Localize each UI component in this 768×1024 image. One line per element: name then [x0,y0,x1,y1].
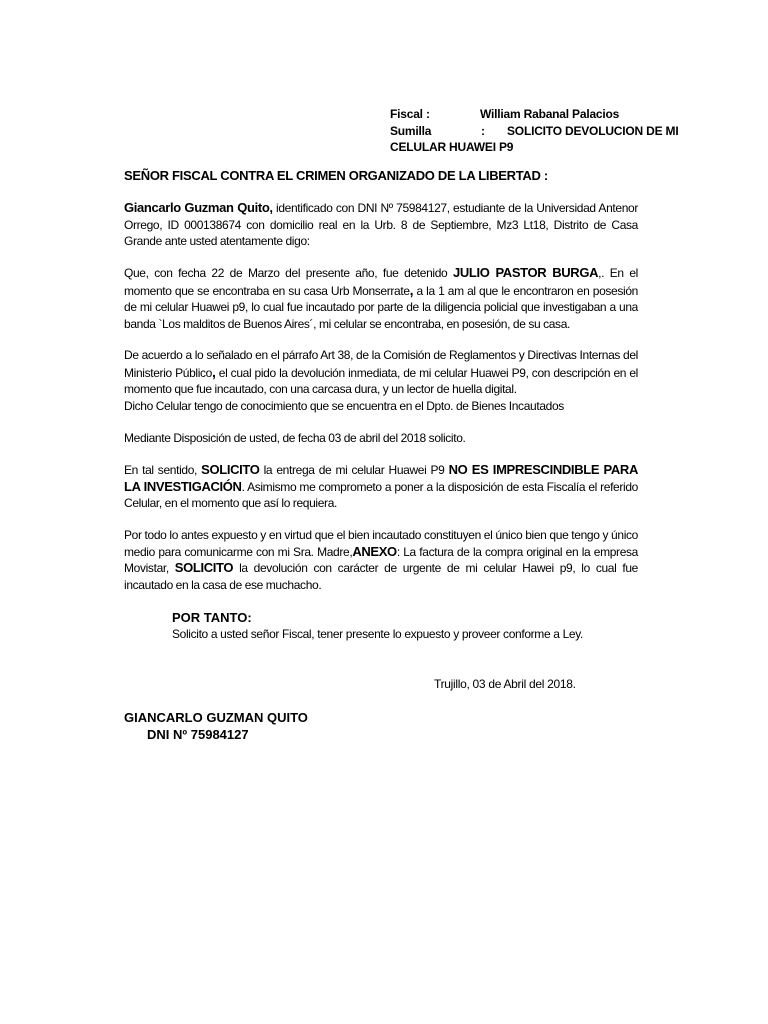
detainee-name: JULIO PASTOR BURGA [453,265,599,280]
por-tanto-heading: POR TANTO: [172,610,252,625]
legal-basis-text-3: Dicho Celular tengo de conocimiento que se encuentra en el Dpto. de Bienes Incautados [124,398,564,413]
legal-basis-text-2: el cual pido la devolución inmediata, de mi celular Huawei P9, con descripción en el momento que fue incautado, con una carcasa dura, y un lector de huella digital. [124,365,638,396]
anexo-keyword: ANEXO [352,543,397,559]
request-paragraph [124,462,638,512]
legal-basis-paragraph [124,347,638,414]
justification-text-3: la devolución con carácter de urgente de mi celular Hawei p9, lo cual fue incautado en la casa de ese muchacho. [124,561,638,592]
facts-comma: , [409,281,414,298]
facts-text-3: a la 1 am al que le encontraron en posesión de mi celular Huawei p9, lo cual fue incautado por parte de la diligencia policial que investigaban a una banda `Los malditos de Buenos Aires´, mi celular se encontraba, en posesión, de su casa. [124,283,638,331]
fiscal-name: William Rabanal Palacios [480,107,620,121]
signature-dni: DNI Nº 75984127 [147,727,249,742]
addressee-heading: SEÑOR FISCAL CONTRA EL CRIMEN ORGANIZADO DE LA LIBERTAD : [124,168,548,183]
facts-text-1: Que, con fecha 22 de Marzo del presente año, fue detenido [124,266,454,280]
por-tanto-text: Solicito a usted señor Fiscal, tener presente lo expuesto y proveer conforme a Ley. [172,627,583,641]
intro-text: identificado con DNI Nº 75984127, estudiante de la Universidad Antenor Orrego, ID 000138674 con domicilio real en la Urb. 8 de Septiembre, Mz3 Lt18, Distrito de Casa Grande ante usted atentamente digo: [124,201,638,248]
sumilla-text-line2: CELULAR HUAWEI P9 [390,140,514,154]
signature-name: GIANCARLO GUZMAN QUITO [124,710,308,725]
facts-text-2: ,. En el momento que se encontraba en su casa Urb Monserrate [124,266,638,298]
disposition-paragraph: Mediante Disposición de usted, de fecha 03 de abril del 2018 solicito. [124,431,466,445]
justification-paragraph [124,527,638,593]
request-text-1: En tal sentido, [124,463,202,477]
solicito-keyword: SOLICITO [201,462,260,477]
facts-paragraph [124,265,638,332]
sumilla-label: Sumilla [390,124,432,138]
applicant-name: Giancarlo Guzman Quito, [124,200,273,215]
sumilla-separator: : [481,124,485,138]
not-essential-emphasis: NO ES IMPRESCINDIBLE PARA LA INVESTIGACIÓN [124,462,638,494]
fiscal-separator: : [426,107,430,121]
justification-text-1: Por todo lo antes expuesto y en virtud que el bien incautado constituyen el único bien que tengo y único medio para comunicarme con mi Sra. Madre, [124,528,638,559]
legal-basis-text-1: De acuerdo a lo señalado en el párrafo Art 38, de la Comisión de Reglamentos y Directivas Internas del Ministerio Público [124,348,638,380]
justification-text-2: : La factura de la compra original en la empresa Movistar, [124,544,639,575]
request-text-3: . Asimismo me comprometo a poner a la disposición de esta Fiscalía el referido Celular, en el momento que así lo requiera. [124,479,638,510]
request-text-2: la entrega de mi celular Huawei P9 [259,463,449,477]
legal-basis-comma: , [212,363,216,380]
fiscal-label: Fiscal [390,107,423,121]
solicito-keyword-2: SOLICITO [174,560,234,575]
intro-paragraph [124,200,638,250]
sumilla-text-line1: SOLICITO DEVOLUCION DE MI [507,124,679,138]
date-line: Trujillo, 03 de Abril del 2018. [434,677,576,691]
